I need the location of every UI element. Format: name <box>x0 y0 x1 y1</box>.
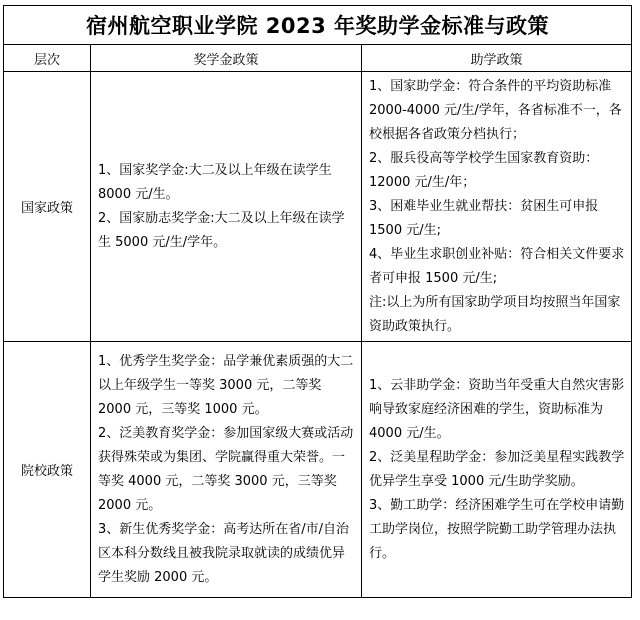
scholarship-item: 1、国家奖学金:大二及以上年级在读学生 8000 元/生。 <box>98 162 332 202</box>
table-row <box>4 72 632 342</box>
aid-cell <box>362 342 632 598</box>
header-row <box>4 45 632 72</box>
aid-item: 2、泛美星程助学金：参加泛美星程实践教学优异学生享受 1000 元/生助学奖励。 <box>369 449 625 489</box>
scholarship-item: 3、新生优秀奖学金：高考达所在省/市/自治区本科分数线且被我院录取就读的成绩优异学生奖励 2000 元。 <box>98 521 350 585</box>
aid-note: 注:以上为所有国家助学项目均按照当年国家资助政策执行。 <box>369 294 621 334</box>
aid-cell <box>362 72 632 342</box>
aid-item: 3、困难毕业生就业帮扶：贫困生可申报 1500 元/生; <box>369 198 599 238</box>
header-aid: 助学政策 <box>362 45 632 72</box>
level-cell: 院校政策 <box>4 342 91 598</box>
scholarship-cell <box>91 342 362 598</box>
header-scholarship: 奖学金政策 <box>91 45 362 72</box>
aid-item: 1、国家助学金：符合条件的平均资助标准 2000-4000 元/生/学年，各省标准不一，各校根据各省政策分档执行； <box>369 78 622 142</box>
scholarship-item: 2、泛美教育奖学金：参加国家级大赛或活动获得殊荣或为集团、学院赢得重大荣誉。一等奖 4000 元，二等奖 3000 元，三等奖 2000 元。 <box>98 425 354 513</box>
aid-item: 2、服兵役高等学校学生国家教育资助：12000 元/生/年； <box>369 150 599 190</box>
header-level: 层次 <box>4 45 91 72</box>
scholarship-cell <box>91 72 362 342</box>
aid-item: 1、云非助学金：资助当年受重大自然灾害影响导致家庭经济困难的学生，资助标准为 4000 元/生。 <box>369 377 625 441</box>
policy-sheet <box>3 5 631 613</box>
aid-item: 4、毕业生求职创业补贴：符合相关文件要求者可申报 1500 元/生; <box>369 246 625 286</box>
table-row <box>4 342 632 598</box>
policy-table <box>3 5 632 598</box>
aid-item: 3、勤工助学：经济困难学生可在学校申请勤工助学岗位，按照学院勤工助学管理办法执行。 <box>369 497 625 561</box>
scholarship-item: 2、国家励志奖学金:大二及以上年级在读学生 5000 元/生/学年。 <box>98 210 345 250</box>
level-cell: 国家政策 <box>4 72 91 342</box>
table-title: 宿州航空职业学院 2023 年奖助学金标准与政策 <box>4 6 632 45</box>
scholarship-item: 1、优秀学生奖学金：品学兼优素质强的大二以上年级学生一等奖 3000 元，二等奖 2000 元，三等奖 1000 元。 <box>98 353 354 417</box>
title-row <box>4 6 632 45</box>
